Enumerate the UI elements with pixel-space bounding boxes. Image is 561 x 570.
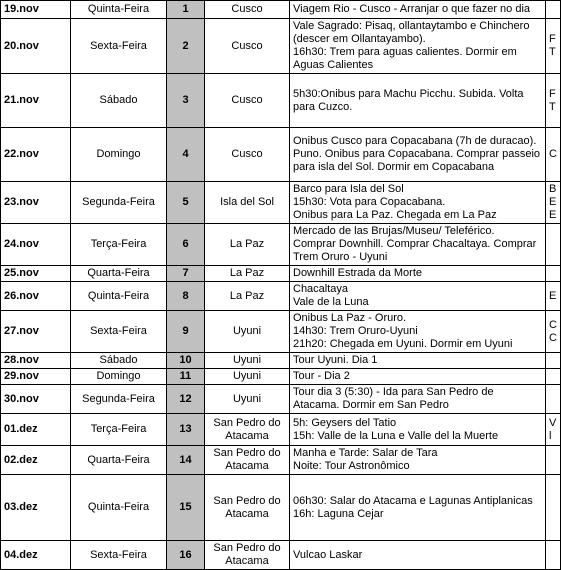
day-number-cell: 5: [167, 182, 205, 224]
extra-cell: V l: [546, 414, 561, 446]
extra-cell: C: [546, 128, 561, 182]
date-cell: 03.dez: [1, 475, 71, 541]
table-row: [1, 369, 561, 385]
table-row: [1, 353, 561, 369]
city-cell: Uyuni: [205, 369, 290, 385]
extra-cell: [546, 369, 561, 385]
weekday-cell: Sexta-Feira: [71, 19, 167, 74]
activity-cell: 5h: Geysers del Tatio 15h: Valle de la Luna e Valle del la Muerte: [290, 414, 546, 446]
activity-cell: Mercado de las Brujas/Museu/ Teleférico. Comprar Downhill. Comprar Chacaltaya. Comprar Trem Oruro - Uyuni: [290, 224, 546, 266]
table-row: [1, 282, 561, 311]
itinerary-body: [1, 1, 561, 570]
activity-cell: Onibus La Paz - Oruro. 14h30: Trem Oruro-Uyuni 21h20: Chegada em Uyuni. Dormir em Uyuni: [290, 311, 546, 353]
weekday-cell: Sábado: [71, 74, 167, 128]
activity-cell: Manha e Tarde: Salar de Tara Noite: Tour Astronômico: [290, 446, 546, 475]
city-cell: La Paz: [205, 266, 290, 282]
activity-cell: 06h30: Salar do Atacama e Lagunas Antiplanicas 16h: Laguna Cejar: [290, 475, 546, 541]
extra-cell: [546, 385, 561, 414]
city-cell: San Pedro do Atacama: [205, 446, 290, 475]
weekday-cell: Quinta-Feira: [71, 1, 167, 19]
city-cell: Cusco: [205, 74, 290, 128]
weekday-cell: Quarta-Feira: [71, 266, 167, 282]
activity-cell: Chacaltaya Vale de la Luna: [290, 282, 546, 311]
table-row: [1, 541, 561, 570]
city-cell: San Pedro do Atacama: [205, 475, 290, 541]
extra-cell: E: [546, 282, 561, 311]
day-number-cell: 4: [167, 128, 205, 182]
extra-cell: [546, 475, 561, 541]
day-number-cell: 9: [167, 311, 205, 353]
extra-cell: [546, 266, 561, 282]
table-row: [1, 446, 561, 475]
table-row: [1, 19, 561, 74]
date-cell: 01.dez: [1, 414, 71, 446]
city-cell: Cusco: [205, 1, 290, 19]
table-row: [1, 311, 561, 353]
activity-cell: Tour Uyuni. Dia 1: [290, 353, 546, 369]
date-cell: 28.nov: [1, 353, 71, 369]
weekday-cell: Domingo: [71, 128, 167, 182]
weekday-cell: Sexta-Feira: [71, 311, 167, 353]
city-cell: Uyuni: [205, 385, 290, 414]
city-cell: San Pedro do Atacama: [205, 414, 290, 446]
table-row: [1, 1, 561, 19]
day-number-cell: 8: [167, 282, 205, 311]
date-cell: 25.nov: [1, 266, 71, 282]
city-cell: Isla del Sol: [205, 182, 290, 224]
weekday-cell: Terça-Feira: [71, 414, 167, 446]
date-cell: 04.dez: [1, 541, 71, 570]
date-cell: 23.nov: [1, 182, 71, 224]
city-cell: La Paz: [205, 282, 290, 311]
table-row: [1, 266, 561, 282]
day-number-cell: 12: [167, 385, 205, 414]
day-number-cell: 3: [167, 74, 205, 128]
table-row: [1, 128, 561, 182]
activity-cell: Downhill Estrada da Morte: [290, 266, 546, 282]
day-number-cell: 15: [167, 475, 205, 541]
table-row: [1, 182, 561, 224]
day-number-cell: 13: [167, 414, 205, 446]
weekday-cell: Sábado: [71, 353, 167, 369]
day-number-cell: 2: [167, 19, 205, 74]
date-cell: 21.nov: [1, 74, 71, 128]
day-number-cell: 14: [167, 446, 205, 475]
table-row: [1, 414, 561, 446]
date-cell: 29.nov: [1, 369, 71, 385]
extra-cell: F T: [546, 74, 561, 128]
extra-cell: C C: [546, 311, 561, 353]
city-cell: Uyuni: [205, 311, 290, 353]
date-cell: 24.nov: [1, 224, 71, 266]
date-cell: 22.nov: [1, 128, 71, 182]
city-cell: San Pedro do Atacama: [205, 541, 290, 570]
activity-cell: Tour dia 3 (5:30) - Ida para San Pedro de Atacama. Dormir em San Pedro: [290, 385, 546, 414]
extra-cell: [546, 353, 561, 369]
day-number-cell: 6: [167, 224, 205, 266]
date-cell: 20.nov: [1, 19, 71, 74]
date-cell: 02.dez: [1, 446, 71, 475]
extra-cell: B E E: [546, 182, 561, 224]
city-cell: Uyuni: [205, 353, 290, 369]
activity-cell: Viagem Rio - Cusco - Arranjar o que fazer no dia: [290, 1, 546, 19]
weekday-cell: Quarta-Feira: [71, 446, 167, 475]
table-row: [1, 224, 561, 266]
weekday-cell: Quinta-Feira: [71, 282, 167, 311]
activity-cell: Vale Sagrado: Pisaq, ollantaytambo e Chinchero (descer em Ollantayambo). 16h30: Trem para aguas calientes. Dormir em Aguas Calientes: [290, 19, 546, 74]
extra-cell: [546, 224, 561, 266]
activity-cell: Tour - Dia 2: [290, 369, 546, 385]
weekday-cell: Sexta-Feira: [71, 541, 167, 570]
activity-cell: Onibus Cusco para Copacabana (7h de duracao). Puno. Onibus para Copacabana. Comprar passeio para isla del Sol. Dormir em Copacabana: [290, 128, 546, 182]
activity-cell: Barco para Isla del Sol 15h30: Vota para Copacabana. Onibus para La Paz. Chegada em La Paz: [290, 182, 546, 224]
city-cell: La Paz: [205, 224, 290, 266]
day-number-cell: 16: [167, 541, 205, 570]
activity-cell: Vulcao Laskar: [290, 541, 546, 570]
weekday-cell: Segunda-Feira: [71, 182, 167, 224]
day-number-cell: 1: [167, 1, 205, 19]
city-cell: Cusco: [205, 19, 290, 74]
extra-cell: [546, 1, 561, 19]
date-cell: 30.nov: [1, 385, 71, 414]
table-row: [1, 475, 561, 541]
weekday-cell: Terça-Feira: [71, 224, 167, 266]
day-number-cell: 7: [167, 266, 205, 282]
city-cell: Cusco: [205, 128, 290, 182]
table-row: [1, 74, 561, 128]
table-row: [1, 385, 561, 414]
weekday-cell: Quinta-Feira: [71, 475, 167, 541]
day-number-cell: 10: [167, 353, 205, 369]
activity-cell: 5h30:Onibus para Machu Picchu. Subida. Volta para Cuzco.: [290, 74, 546, 128]
day-number-cell: 11: [167, 369, 205, 385]
weekday-cell: Domingo: [71, 369, 167, 385]
date-cell: 27.nov: [1, 311, 71, 353]
weekday-cell: Segunda-Feira: [71, 385, 167, 414]
extra-cell: F T: [546, 19, 561, 74]
extra-cell: [546, 446, 561, 475]
extra-cell: [546, 541, 561, 570]
date-cell: 19.nov: [1, 1, 71, 19]
date-cell: 26.nov: [1, 282, 71, 311]
